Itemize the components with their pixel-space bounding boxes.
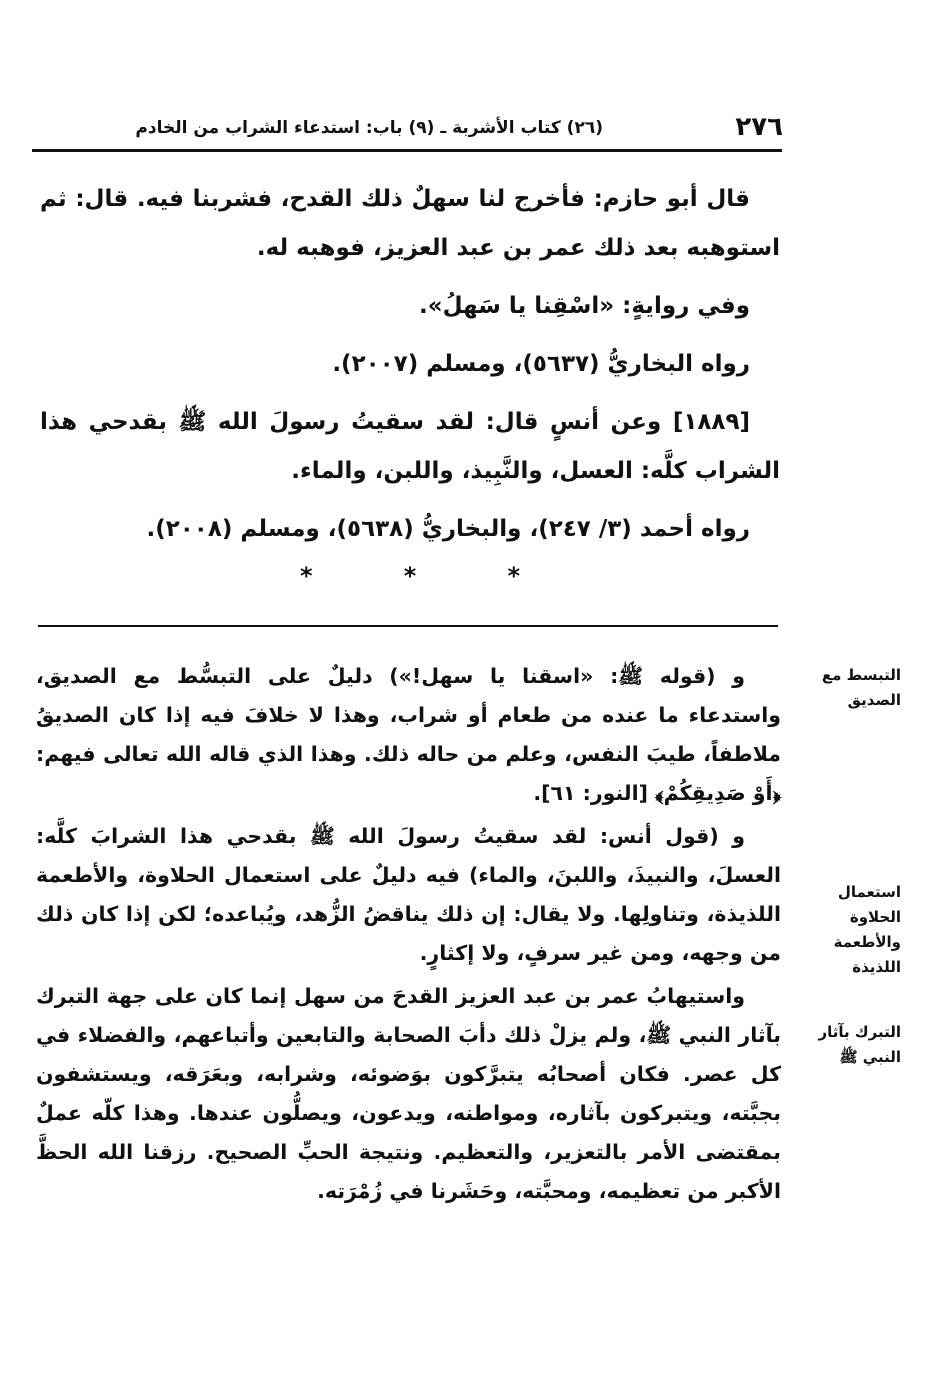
hadith-paragraph-2: وفي روايةٍ: «اسْقِنا يا سَهلُ». bbox=[419, 293, 750, 319]
commentary-divider bbox=[38, 625, 778, 627]
running-title: (٢٦) كتاب الأشربة ـ (٩) باب: استدعاء الشراب من الخادم bbox=[135, 118, 603, 138]
commentary-paragraph-2: و (قول أنس: لقد سقيتُ رسولَ الله ﷺ بقدحي هذا الشرابَ كلَّه: العسلَ، والنبيذَ، واللبنَ، والماء) فيه دليلٌ على استعمال الحلاوة، والأطعمة اللذيذة، وتناولِها. ولا يقال: إن ذلك يناقضُ الزُّهد، ويُباعده؛ لكن إذا كان ذلك من وجهه، ومن غير سرفٍ، ولا إكثارٍ. bbox=[36, 824, 781, 965]
hadith-text bbox=[40, 175, 780, 563]
margin-note-friendship: التبسط مع الصديق bbox=[821, 666, 901, 709]
hadith-paragraph-5: رواه أحمد (٣/ ٢٤٧)، والبخاريُّ (٥٦٣٨)، ومسلم (٢٠٠٨). bbox=[146, 516, 750, 542]
section-separator-stars bbox=[300, 562, 520, 590]
commentary-paragraph-3: واستيهابُ عمر بن عبد العزيز القدحَ من سهل إنما كان على جهة التبرك بآثار النبي ﷺ، ولم يزلْ ذلك دأبَ الصحابة والتابعين وأتباعهم، والفضلاء في كل عصر. فكان أصحابُه يتبرَّكون بوَضوئه، وشرابه، وبعَرَقه، ويستشفون بجبَّته، ويتبركون بآثاره، ومواطنه، ويدعون، ويصلُّون عندها. وهذا كلّه عملٌ بمقتضى الأمر بالتعزير، والتعظيم. ونتيجة الحبِّ الصحيح. رزقنا الله الحظَّ الأكبر من تعظيمه، ومحبَّته، وحَشَرنا في زُمْرَته. bbox=[36, 984, 781, 1203]
commentary-text bbox=[36, 657, 781, 1215]
star-ornament: * bbox=[403, 562, 417, 590]
running-head bbox=[40, 112, 783, 142]
margin-note-blessing: التبرك بآثار النبي ﷺ bbox=[818, 1023, 901, 1066]
page-number: ٢٧٦ bbox=[735, 112, 783, 142]
commentary-paragraph-1: و (قوله ﷺ: «اسقنا يا سهل!») دليلٌ على التبسُّط مع الصديق، واستدعاء ما عنده من طعام أو شراب، وهذا لا خلافَ فيه إذا كان الصديقُ ملاطفاً، طيبَ النفس، وعلم من حاله ذلك. وهذا الذي قاله الله تعالى فيهم: ﴿أَوْ صَدِيقِكُمْ﴾ [النور: ٦١]. bbox=[36, 664, 781, 805]
hadith-paragraph-3: رواه البخاريُّ (٥٦٣٧)، ومسلم (٢٠٠٧). bbox=[332, 351, 750, 377]
header-divider bbox=[32, 149, 782, 152]
margin-note-sweets: استعمال الحلاوة والأطعمة اللذيذة bbox=[833, 883, 901, 976]
hadith-paragraph-1: قال أبو حازم: فأخرج لنا سهلٌ ذلك القدح، فشربنا فيه. قال: ثم استوهبه بعد ذلك عمر بن عبد العزيز، فوهبه له. bbox=[40, 186, 780, 261]
star-ornament: * bbox=[507, 562, 520, 590]
star-ornament: * bbox=[300, 562, 313, 590]
hadith-paragraph-4: [١٨٨٩] وعن أنسٍ قال: لقد سقيتُ رسولَ الله ﷺ بقدحي هذا الشراب كلَّه: العسل، والنَّبِيذ، واللبن، والماء. bbox=[40, 409, 780, 484]
